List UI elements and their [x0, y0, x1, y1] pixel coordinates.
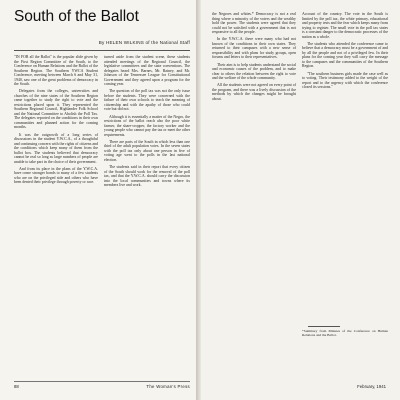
left-page-footer [14, 384, 190, 390]
paragraph: Delegates from the colleges, universities and churches of the nine states of the Southern Region came together to study the right to vote and the restrictions placed upon it. They represented the Southern Regional Council, Highlander Folk School and the National Committee to Abolish the Poll Tax. The delegates reported on the conditions in their own communities and planned action for the coming months. [14, 89, 98, 130]
paragraph: It was the outgrowth of a long series of discussions in the student Y.W.C.A., of a thoughtful and continuing concern with the rights of citizens and the conditions which keep many of them from the ballot box. The students believed that democracy cannot be real so long as large numbers of people are unable to take part in the choice of their government. [14, 132, 98, 164]
left-page-column-2 [104, 55, 190, 190]
article-title: South of the Ballot [14, 8, 139, 25]
right-page-column-1 [212, 12, 296, 104]
article-byline: By HELEN WILKINS of the National Staff [98, 40, 190, 45]
issue-date: February, 1941 [357, 384, 386, 389]
paragraph: the Negroes and whites.* Democracy is not a real thing where a minority of the voters and the wealthy hold the power. The students were agreed that they could not be satisfied with a government that is not responsive to all the people. [212, 12, 296, 34]
paragraph: Although it is essentially a matter of the Negro, the restrictions of the ballot reach also the poor white farmer, the share-cropper, the factory worker and the young people who cannot pay the tax or meet the other requirements. [104, 114, 190, 137]
paragraph: The students who attended the conference came to believe that a democracy must be a government of and by all the people and not of a privileged few. In their plans for the coming year they will carry the message to the campuses and the communities of the Southern Region. [302, 41, 388, 69]
publication-name: The Woman's Press [146, 384, 190, 389]
page-number: 88 [14, 384, 19, 389]
footer-rule [14, 381, 190, 382]
paragraph: The students said in their report that every citizen of the South should work for the removal of the poll tax, and that the Y.W.C.A. should carry the discussion into the local communities and towns where its members live and work. [104, 165, 190, 188]
left-page-column-1 [14, 55, 98, 188]
paragraph: And from its place in the plans of the Y.W.C.A. have come stronger bonds to many of a few students who are on the privileged side and others who have been denied their privilege through poverty or race. [14, 166, 98, 185]
footnote-text: *Summary from Minutes of the Conference on Human Relations and the Ballot. [302, 329, 388, 337]
paragraph: turned aside from the student scene, these students attended meetings of the Regional Council, the legislative committees and the state conventions. The delegates heard Mrs. Barnes, Mr. Rainey, and Mr. Johnson of the Tennessee League for Constitutional Government and they agreed upon a program for the coming year. [104, 55, 190, 86]
paragraph: All the students were not agreed on every point of the program, and there was a lively discussion of the methods by which the changes might be brought about. [212, 83, 296, 101]
paragraph: In the Y.W.C.A. there were many who had not known of the conditions in their own states. They returned to their campuses with a new sense of responsibility and with plans for study groups, open forums and letters to their representatives. [212, 37, 296, 60]
paragraph: "The southern business girls made the case well as to voting. Their testimony added to the weight of the report and to the urgency with which the conference closed its sessions." [302, 71, 388, 90]
paragraph: The question of the poll tax was not the only issue before the students. They were concerned with the failure of their own schools to teach the meaning of citizenship and with the apathy of those who could vote but did not. [104, 89, 190, 112]
paragraph: Their aim is to help students understand the social and economic causes of the problem, and to make clear to others the relation between the right to vote and the welfare of the whole community. [212, 62, 296, 81]
title-rule [14, 50, 190, 51]
paragraph: "IN FOR all the Ballot" is the popular slide given by the First Region Committee of the South, to the Conference on Human Relations and the Ballot of the Southern Region. The Southern YWCA Student Conference, meeting between March 6 and May 31, 1940, saw one of the great problems of democracy in the South. [14, 55, 98, 86]
paragraph: There are parts of the South in which less than one third of the adult population votes. In the seven states with the poll tax only about one person in five of voting age went to the polls in the last national election. [104, 139, 190, 162]
right-page-column-2 [302, 12, 388, 92]
paragraph: Account of the country. The vote in the South is limited by the poll tax, the white primary, educational and property tests and the fear which keeps many from trying to register. The small vote in the poll tax states is a constant danger to the democratic processes of the nation as a whole. [302, 12, 388, 39]
right-page-footer [330, 384, 386, 390]
footnote-rule [308, 326, 340, 327]
footnote [302, 329, 388, 340]
